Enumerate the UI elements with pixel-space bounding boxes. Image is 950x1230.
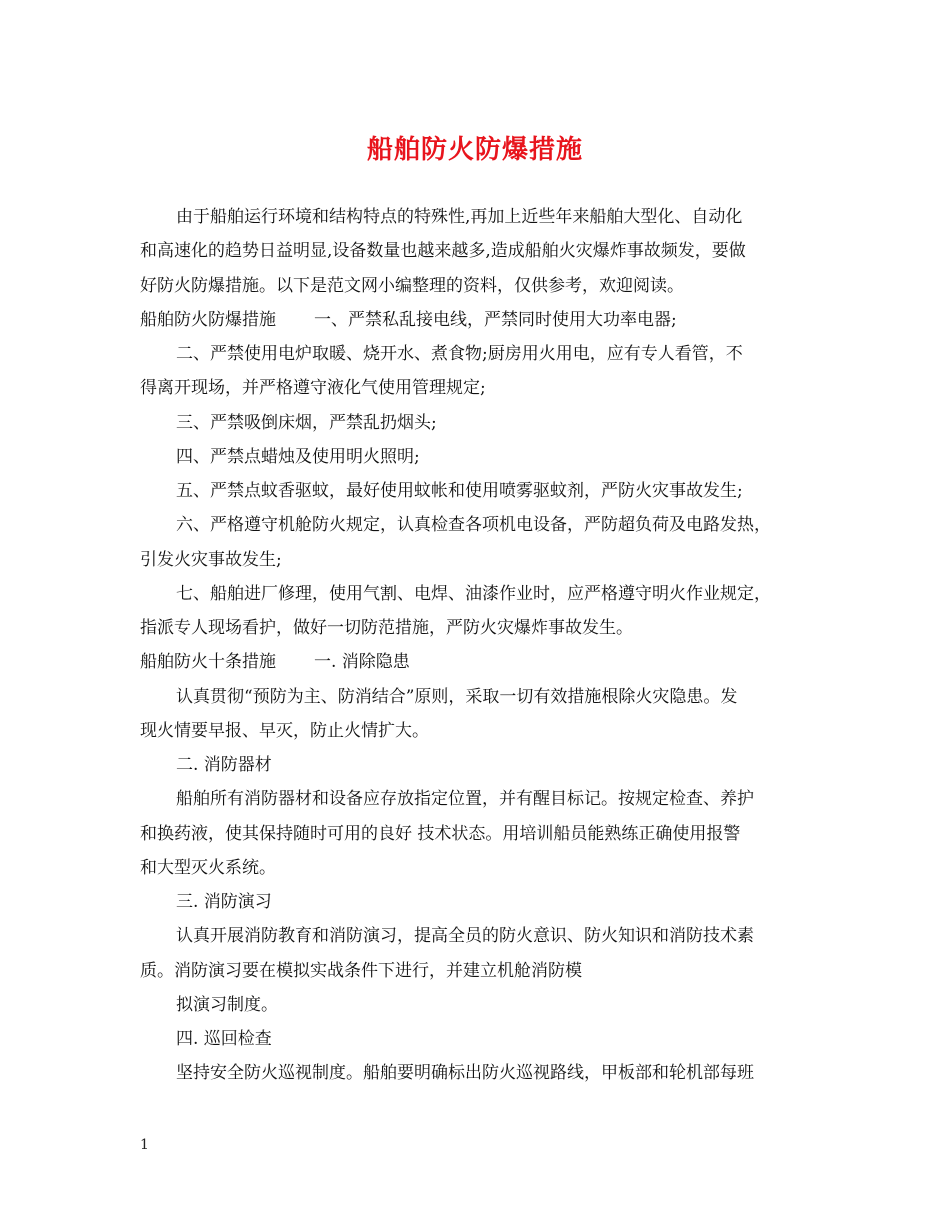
paragraph-line: 和大型灭火系统。 [140, 857, 276, 878]
paragraph-line: 认真贯彻“预防为主、防消结合”原则，采取一切有效措施根除火灾隐患。发 [176, 686, 738, 707]
paragraph-line: 六、严格遵守机舱防火规定，认真检查各项机电设备，严防超负荷及电路发热， [176, 515, 771, 536]
paragraph-text: 一、严禁私乱接电线，严禁同时使用大功率电器; [314, 309, 677, 330]
paragraph-line: 质。消防演习要在模拟实战条件下进行，并建立机舱消防模 [140, 960, 582, 981]
subsection-heading: 三. 消防演习 [176, 892, 272, 912]
paragraph-line: 五、严禁点蚊香驱蚊，最好使用蚊帐和使用喷雾驱蚊剂，严防火灾事故发生; [176, 481, 743, 501]
section-label: 船舶防火防爆措施 [140, 309, 276, 330]
paragraph-line: 和高速化的趋势日益明显,设备数量也越来越多,造成船舶火灾爆炸事故频发，要做 [140, 241, 746, 262]
document-title: 船舶防火防爆措施 [366, 135, 583, 165]
paragraph-line: 和换药液，使其保持随时可用的良好 技术状态。用培训船员能熟练正确使用报警 [140, 823, 741, 844]
paragraph-line: 二、严禁使用电炉取暖、烧开水、煮食物;厨房用火用电，应有专人看管，不 [176, 344, 743, 364]
paragraph-line: 由于船舶运行环境和结构特点的特殊性,再加上近些年来船舶大型化、自动化 [176, 207, 743, 227]
paragraph-line: 得离开现场，并严格遵守液化气使用管理规定; [140, 378, 486, 399]
paragraph-line: 四、严禁点蜡烛及使用明火照明; [176, 446, 420, 467]
section-heading-line [140, 645, 812, 679]
paragraph-line: 好防火防爆措施。以下是范文网小编整理的资料，仅供参考，欢迎阅读。 [140, 275, 684, 296]
paragraph-line: 认真开展消防教育和消防演习，提高全员的防火意识、防火知识和消防技术素 [176, 926, 754, 947]
subsection-heading: 四. 巡回检查 [176, 1029, 272, 1049]
subsection-heading: 一. 消除隐患 [314, 652, 410, 673]
paragraph-line: 坚持安全防火巡视制度。船舶要明确标出防火巡视路线，甲板部和轮机部每班 [176, 1063, 754, 1084]
paragraph-line: 船舶所有消防器材和设备应存放指定位置，并有醒目标记。按规定检查、养护 [176, 789, 754, 810]
paragraph-line: 现火情要早报、早灭，防止火情扩大。 [140, 720, 429, 741]
section-label: 船舶防火十条措施 [140, 652, 276, 673]
section-heading-line [140, 303, 812, 337]
paragraph-line: 七、船舶进厂修理，使用气割、电焊、油漆作业时，应严格遵守明火作业规定， [176, 583, 771, 604]
paragraph-line: 拟演习制度。 [176, 994, 278, 1015]
subsection-heading: 二. 消防器材 [176, 755, 272, 775]
paragraph-line: 三、严禁吸倒床烟，严禁乱扔烟头; [176, 412, 437, 433]
document-body [140, 200, 812, 1091]
paragraph-line: 引发火灾事故发生; [140, 549, 282, 570]
page-number: 1 [140, 1137, 149, 1153]
paragraph-line: 指派专人现场看护，做好一切防范措施，严防火灾爆炸事故发生。 [140, 618, 633, 638]
